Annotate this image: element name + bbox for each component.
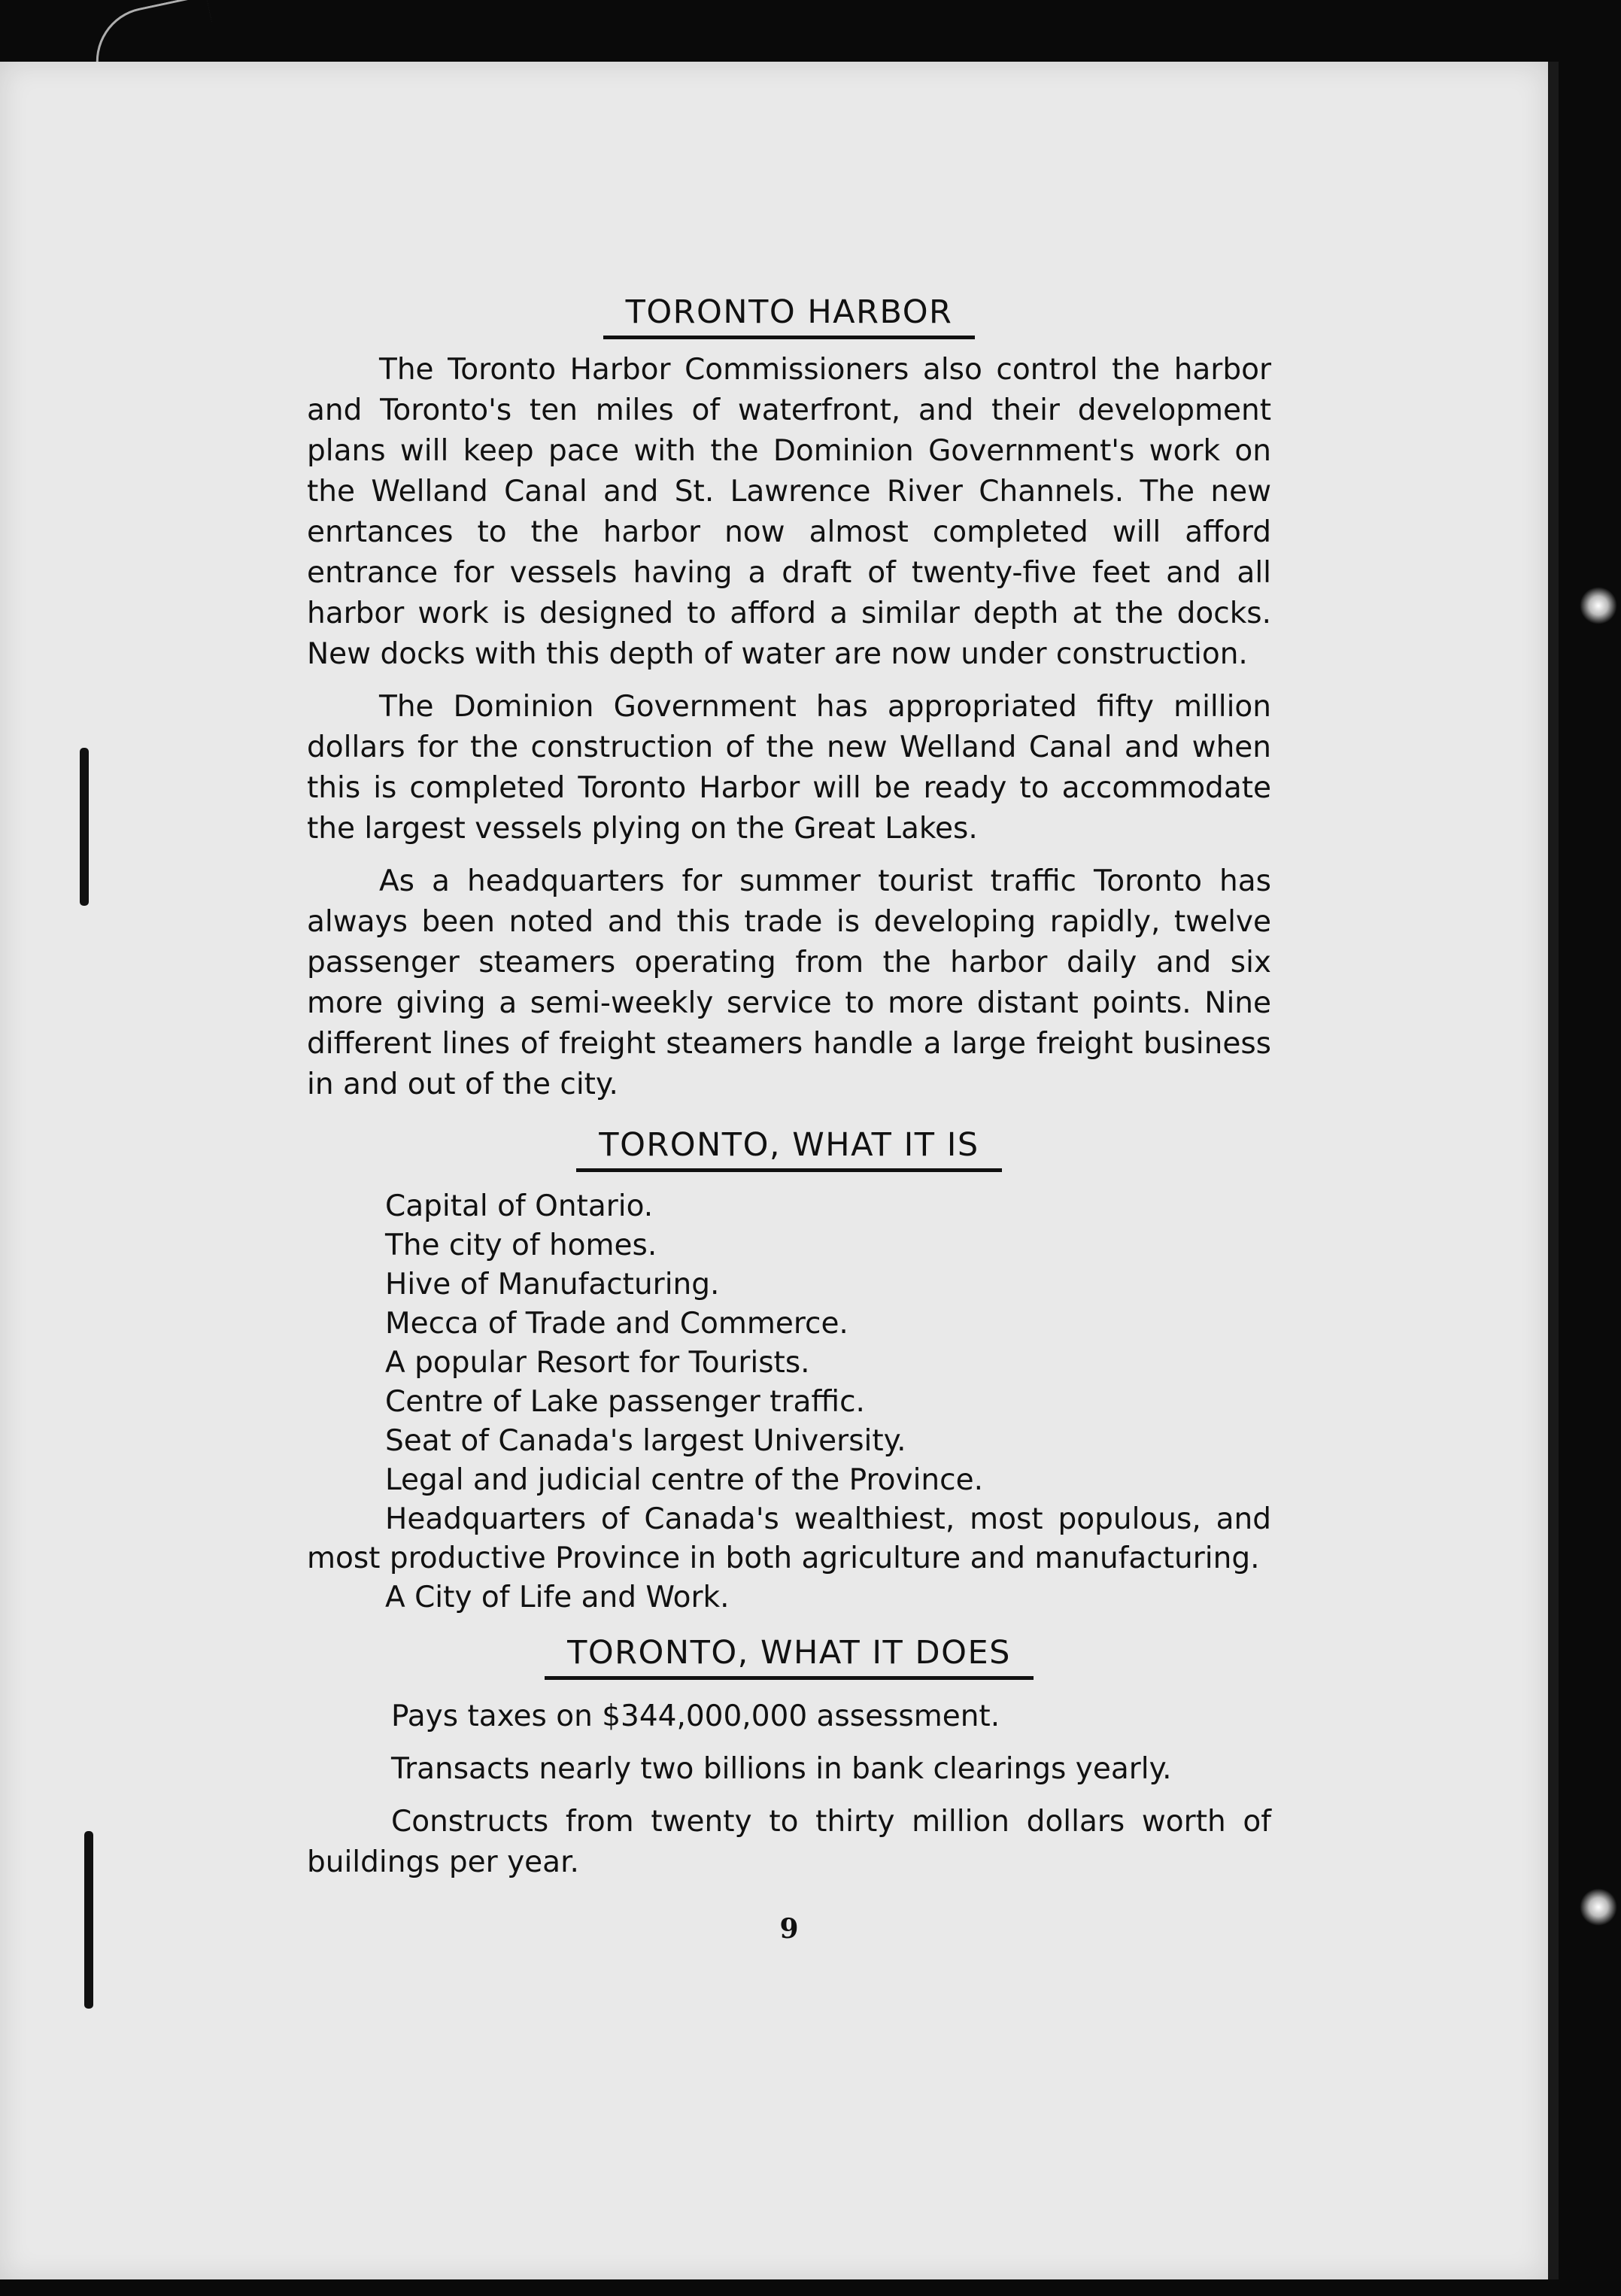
binding-hole-top	[80, 748, 89, 906]
list-item: Centre of Lake passenger traffic.	[385, 1385, 865, 1419]
list-item: Legal and judicial centre of the Province.	[385, 1463, 983, 1497]
what-it-is-list	[307, 1187, 1271, 1617]
list-item: Headquarters of Canada's wealthiest, most populous, and most productive Province in both agriculture and manufacturing.	[307, 1502, 1271, 1575]
list-item: The city of homes.	[385, 1228, 657, 1262]
document-body	[307, 293, 1271, 1945]
list-item: A popular Resort for Tourists.	[385, 1346, 810, 1380]
harbor-paragraph-2: The Dominion Government has appropriated fifty million dollars for the construction of the new Welland Canal and when this is completed Toronto Harbor will be ready to accommodate the largest vessels plying on the Great Lakes.	[307, 690, 1271, 846]
does-item-taxes: Pays taxes on $344,000,000 assessment.	[391, 1699, 1000, 1733]
scan-bottom-band	[0, 2279, 1621, 2296]
heading-toronto-harbor: TORONTO HARBOR	[307, 293, 1271, 339]
list-item: A City of Life and Work.	[385, 1581, 730, 1614]
list-item: Mecca of Trade and Commerce.	[385, 1307, 848, 1341]
list-item: Capital of Ontario.	[385, 1189, 654, 1223]
harbor-paragraph-3: As a headquarters for summer tourist traffic Toronto has always been noted and this trade is developing rapidly, twelve passenger steamers operating from the harbor daily and six more giving a semi-weekly service to more distant points. Nine different lines of freight steamers handle a large freight business in and out of the city.	[307, 864, 1271, 1101]
does-item-clearings: Transacts nearly two billions in bank clearings yearly.	[391, 1752, 1172, 1786]
harbor-paragraph-1: The Toronto Harbor Commissioners also control the harbor and Toronto's ten miles of waterfront, and their development plans will keep pace with the Dominion Government's work on the Welland Canal and St. Lawrence River Channels. The new enrtances to the harbor now almost completed will afford entrance for vessels having a draft of twenty-five feet and all harbor work is designed to afford a similar depth at the docks. New docks with this depth of water are now under construction.	[307, 353, 1271, 671]
page-number: 9	[779, 1913, 799, 1945]
page-right-edge	[1548, 62, 1559, 2281]
does-item-buildings: Constructs from twenty to thirty million dollars worth of buildings per year.	[307, 1805, 1271, 1879]
list-item: Seat of Canada's largest University.	[385, 1424, 906, 1458]
binding-hole-bottom	[84, 1831, 93, 2009]
heading-what-it-is: TORONTO, WHAT IT IS	[307, 1126, 1271, 1172]
scanner-glint-bottom	[1580, 1888, 1617, 1926]
heading-what-it-does: TORONTO, WHAT IT DOES	[307, 1634, 1271, 1680]
scanner-glint-top	[1580, 587, 1617, 624]
list-item: Hive of Manufacturing.	[385, 1268, 720, 1301]
